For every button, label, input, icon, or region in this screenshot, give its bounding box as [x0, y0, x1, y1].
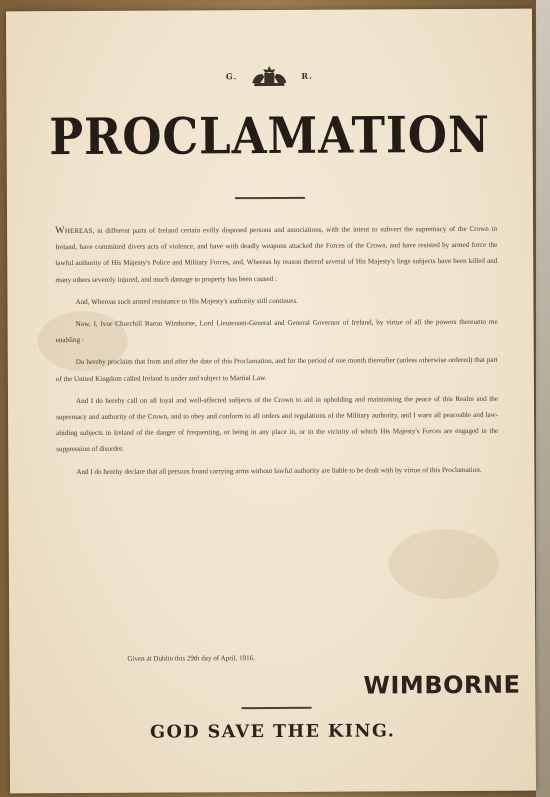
crest-letter-left: G.	[225, 71, 238, 82]
closing-line: GOD SAVE THE KING.	[150, 721, 396, 743]
opening-dropcap: W	[55, 225, 65, 237]
opening-continued: by armed force the lawful authority of His Majesty's Police and Military Forces, and, Whereas by reason thereof several of His Majesty's liege subjects have been killed and many others severely injured, and much damage to property has been caused :	[55, 241, 498, 284]
paragraph-now: Now, I, Ivor Churchill Baron Wimborne, Lord Lieutenant-General and General Governor of Ireland, by virtue of all the powers thereunto me enabling :	[55, 317, 498, 345]
divider-bottom	[242, 707, 312, 709]
page-title: PROCLAMATION	[49, 104, 491, 167]
opening-smallcaps: HEREAS	[64, 226, 93, 236]
proclamation-poster	[6, 9, 536, 794]
proclamation-body	[55, 221, 498, 486]
paragraph-resistance: And, Whereas such armed resistance to His Majesty's authority still continues.	[75, 296, 299, 306]
paragraph-arms: And I do hereby declare that all persons found carrying arms without lawful authority are liable to be dealt with by virtue of this Proclamation.	[76, 465, 482, 476]
background-wall	[536, 0, 550, 797]
opening-text: , in different parts of Ireland certain evilly disposed persons and associations, with the intent to subvert the supremacy of the Crown in Ireland, have committed divers acts of violence, and have with deadly weapons attacked the Forces of the Crown, and have resisted	[55, 224, 498, 252]
royal-crest	[6, 64, 532, 89]
paper-stain	[389, 529, 499, 600]
divider-top	[235, 197, 305, 199]
opening-paragraph	[55, 221, 497, 288]
signature: WIMBORNE	[363, 670, 521, 700]
crest-letter-right: R.	[301, 70, 313, 81]
given-date: Given at Dublin this 29th day of April, 1916.	[127, 654, 256, 663]
paragraph-call: And I do hereby call on all loyal and well-affected subjects of the Crown to aid in upholding and maintaining the peace of this Realm and the supremacy and authority of the Crown, and to obey and conform to all orders and regulations of the Military authority, and I warn all peaceable and law-abiding subjects in Ireland of the danger of frequenting, or being in any place in, or in the vicinity of which His Majesty's Forces are engaged in the suppression of disorder.	[56, 394, 499, 454]
paragraph-martial-law: Do hereby proclaim that from and after the date of this Proclamation, and for the period of one month thereafter (unless otherwise ordered) that part of the United Kingdom called Ireland is under and subject to Martial Law.	[55, 356, 498, 383]
royal-coat-of-arms-icon	[248, 65, 290, 87]
